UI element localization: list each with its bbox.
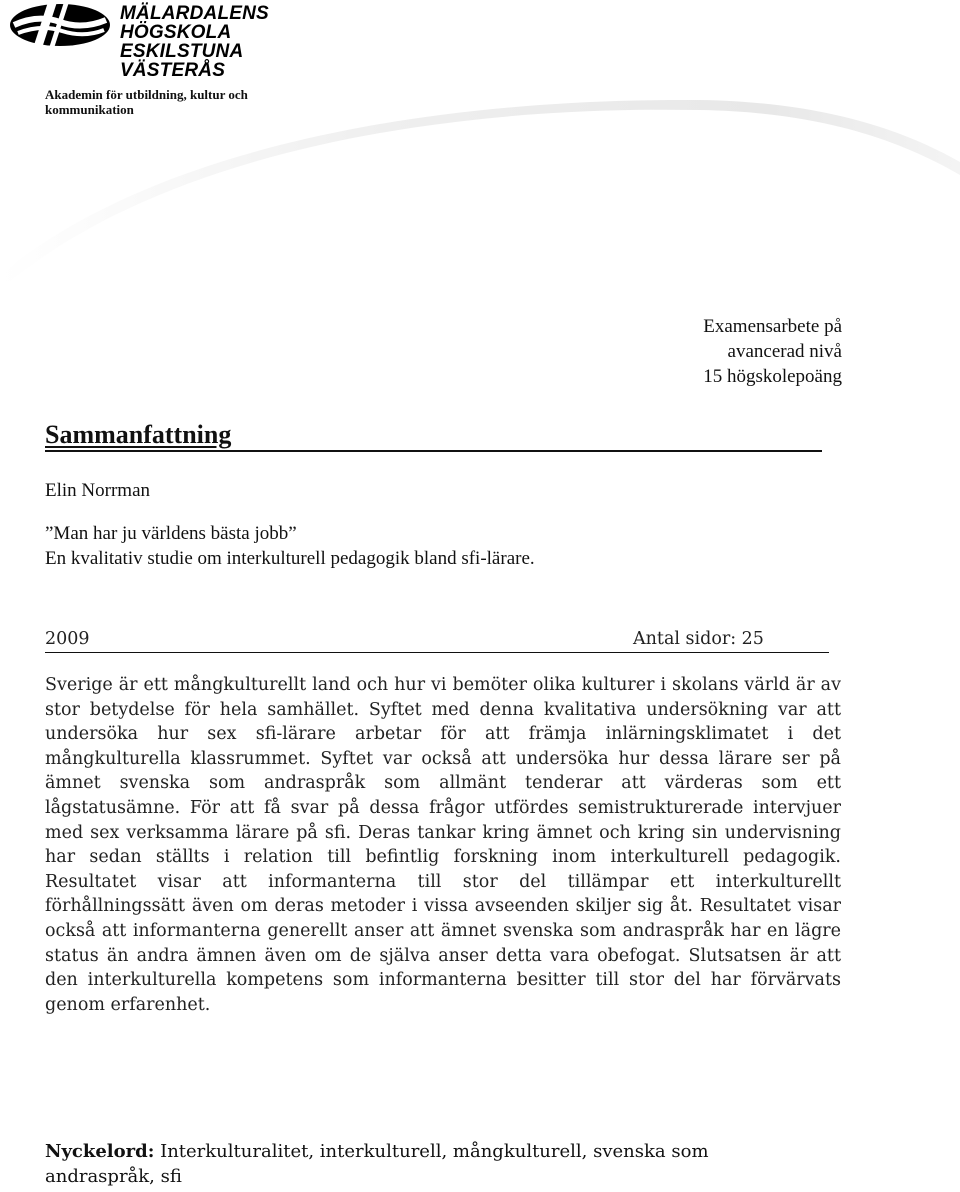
keywords-text: Interkulturalitet, interkulturell, mångkulturell, svenska som andraspråk, sfi bbox=[45, 1141, 709, 1187]
page-title: Sammanfattning bbox=[45, 420, 232, 449]
keywords bbox=[45, 1140, 765, 1189]
author-name: Elin Norrman bbox=[45, 480, 151, 501]
thesis-title: ”Man har ju världens bästa jobb” bbox=[45, 523, 297, 544]
university-emblem-icon bbox=[8, 2, 112, 48]
title-row bbox=[45, 418, 822, 452]
year-pages-row bbox=[45, 626, 829, 653]
exam-credits: 15 högskolepoäng bbox=[703, 366, 842, 387]
abstract-text: Sverige är ett mångkulturellt land och hur vi bemöter olika kulturer i skolans värld är av stor betydelse för hela samhället. Syftet med denna kvalitativa undersökning var att undersöka hur sex sfi-lärare arbetar för att främja inlärningsklimatet i det mångkulturella klassrummet. Syftet var också att undersöka hur dessa lärare ser på ämnet svenska som andraspråk som allmänt tenderar att värderas som ett lågstatusämne. För att få svar på dessa frågor utfördes semistrukturerade intervjuer med sex verksamma lärare på sfi. Deras tankar kring ämnet och kring sin undervisning har sedan ställts i relation till befintlig forskning inom interkulturell pedagogik. Resultatet visar att informanterna till stor del tillämpar ett interkulturellt förhållningssätt även om deras metoder i vissa avseenden skiljer sig åt. Resultatet visar också att informanterna generellt anser att ämnet svenska som andraspråk har en lägre status än andra ämnen även om de själva anser detta vara obefogat. Slutsatsen är att den interkulturella kompetens som informanterna besitter till stor del har förvärvats genom erfarenhet. bbox=[45, 675, 841, 1015]
logo-name-line2: ESKILSTUNA VÄSTERÅS bbox=[120, 41, 243, 81]
exam-type: Examensarbete på bbox=[703, 316, 842, 337]
logo-name-line1: MÄLARDALENS HÖGSKOLA bbox=[120, 3, 269, 43]
exam-info bbox=[703, 314, 842, 389]
university-logo bbox=[8, 2, 338, 81]
page-count: Antal sidor: 25 bbox=[633, 629, 764, 649]
exam-level: avancerad nivå bbox=[727, 341, 842, 362]
keywords-label: Nyckelord: bbox=[45, 1141, 155, 1162]
thesis-subtitle: En kvalitativ studie om interkulturell pedagogik bland sfi-lärare. bbox=[45, 548, 535, 569]
thesis-meta bbox=[45, 478, 535, 571]
year: 2009 bbox=[45, 629, 90, 649]
decorative-swoosh bbox=[0, 100, 960, 300]
faculty-name: Akademin för utbildning, kultur och kommunikation bbox=[45, 87, 248, 117]
